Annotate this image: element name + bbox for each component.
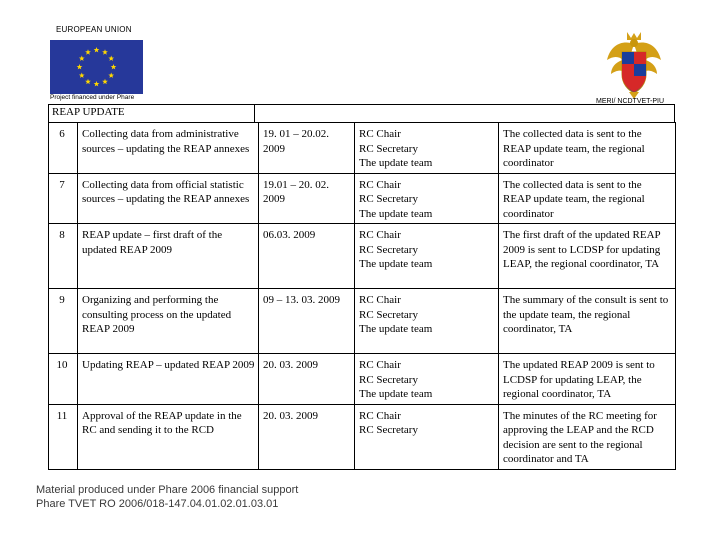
row-number: 9	[49, 289, 78, 354]
responsible-item: RC Secretary	[359, 193, 418, 205]
responsible-item: RC Chair	[359, 229, 401, 241]
table-row	[49, 354, 676, 405]
result-cell: The collected data is sent to the REAP update team, the regional coordinator	[499, 173, 676, 224]
activity-cell: Approval of the REAP update in the RC and sending it to the RCD	[78, 404, 259, 469]
row-number: 6	[49, 123, 78, 174]
responsible-cell	[355, 354, 499, 405]
responsible-item: RC Secretary	[359, 243, 418, 256]
date-cell: 09 – 13. 03. 2009	[259, 289, 355, 354]
responsible-cell	[355, 123, 499, 174]
responsible-item: RC Secretary	[359, 142, 418, 155]
responsible-item: The update team	[359, 157, 433, 169]
responsible-cell	[355, 224, 499, 289]
eu-flag-icon	[50, 40, 143, 94]
responsible-item: RC Secretary	[359, 424, 418, 436]
table-row	[49, 224, 676, 289]
result-cell: The minutes of the RC meeting for approving the LEAP and the RCD decision are sent to the regional coordinator and TA	[499, 404, 676, 469]
responsible-item: RC Chair	[359, 294, 401, 306]
responsible-cell	[355, 404, 499, 469]
row-number: 7	[49, 173, 78, 224]
page-title: REAP UPDATE	[52, 106, 125, 118]
activity-cell: Updating REAP – updated REAP 2009	[78, 354, 259, 405]
responsible-item: RC Chair	[359, 128, 401, 140]
responsible-item: RC Chair	[359, 409, 401, 422]
footer-line-2: Phare TVET RO 2006/018-147.04.01.02.01.03.01	[36, 497, 279, 510]
row-number: 11	[49, 404, 78, 469]
date-cell: 06.03. 2009	[259, 224, 355, 289]
responsible-item: RC Chair	[359, 178, 401, 191]
result-cell: The summary of the consult is sent to the update team, the regional coordinator, TA	[499, 289, 676, 354]
date-cell: 19. 01 – 20.02. 2009	[259, 123, 355, 174]
responsible-cell	[355, 173, 499, 224]
header-divider	[254, 105, 255, 123]
activity-cell: Collecting data from official statistic sources – updating the REAP annexes	[78, 173, 259, 224]
meri-label: MERI/ NCDTVET-PIU	[596, 98, 665, 105]
header-bar	[48, 104, 675, 123]
activity-cell: Collecting data from administrative sources – updating the REAP annexes	[78, 123, 259, 174]
project-label: Project financed under Phare	[50, 94, 135, 101]
table-row	[49, 123, 676, 174]
row-number: 8	[49, 224, 78, 289]
responsible-item: The update team	[359, 258, 433, 270]
responsible-item: RC Secretary	[359, 373, 418, 386]
result-cell: The first draft of the updated REAP 2009 is sent to LCDSP for updating LEAP, the regional coordinator, TA	[499, 224, 676, 289]
table-row	[49, 173, 676, 224]
row-number: 10	[49, 354, 78, 405]
table-row	[49, 404, 676, 469]
table-row	[49, 289, 676, 354]
romanian-coat-of-arms-icon	[605, 30, 663, 100]
date-cell: 19.01 – 20. 02. 2009	[259, 173, 355, 224]
footer-line-1: Material produced under Phare 2006 financial support	[36, 484, 299, 496]
responsible-item: RC Secretary	[359, 308, 418, 321]
result-cell: The updated REAP 2009 is sent to LCDSP for updating LEAP, the regional coordinator, TA	[499, 354, 676, 405]
date-cell: 20. 03. 2009	[259, 354, 355, 405]
responsible-item: The update team	[359, 388, 433, 400]
responsible-item: The update team	[359, 207, 433, 220]
date-cell: 20. 03. 2009	[259, 404, 355, 469]
responsible-item: The update team	[359, 323, 433, 335]
footer-note	[36, 484, 298, 511]
reap-update-table	[48, 122, 676, 470]
activity-cell: Organizing and performing the consulting process on the updated REAP 2009	[78, 289, 259, 354]
responsible-cell	[355, 289, 499, 354]
eu-label: EUROPEAN UNION	[56, 25, 132, 34]
activity-cell: REAP update – first draft of the updated REAP 2009	[78, 224, 259, 289]
responsible-item: RC Chair	[359, 359, 401, 371]
result-cell: The collected data is sent to the REAP update team, the regional coordinator	[499, 123, 676, 174]
